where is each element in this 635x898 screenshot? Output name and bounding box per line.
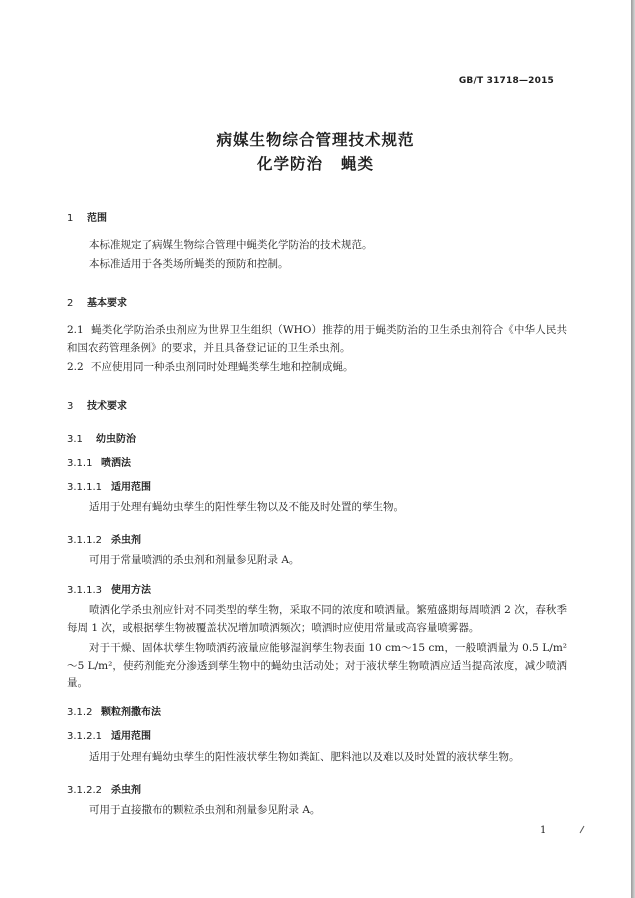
section-number: 2 [67, 298, 74, 309]
section-3-1-1-3-para-2: 对于干燥、固体状孳生物喷洒药液量应能够湿润孳生物表面 10 cm～15 cm，一般喷洒量为 0.5 L/m²～5 L/m²，使药剂能充分渗透到孳生物中的蝇幼虫活动处；对于液状孳生物喷洒应适当提高浓度，减少喷洒量。 [67, 642, 567, 689]
section-title: 适用范围 [111, 731, 151, 742]
section-3-1-1-2-text: 可用于常量喷洒的杀虫剂和剂量参见附录 A。 [89, 554, 300, 566]
section-number: 3.1 [67, 434, 83, 445]
standard-code: GB/T 31718—2015 [458, 76, 554, 86]
section-title: 幼虫防治 [96, 434, 136, 445]
clause-2-2 [67, 359, 567, 377]
section-1-para-2: 本标准适用于各类场所蝇类的预防和控制。 [89, 258, 289, 270]
page-edge-shadow [631, 0, 635, 898]
section-number: 3.1.1 [67, 458, 93, 469]
section-title: 喷洒法 [101, 458, 131, 469]
section-number: 3.1.2.1 [67, 731, 102, 742]
section-3-1-1-1-text: 适用于处理有蝇幼虫孳生的阳性孳生物以及不能及时处置的孳生物。 [89, 501, 404, 513]
clause-2-1 [67, 322, 567, 357]
section-2-heading [67, 294, 127, 309]
section-3-1-2-1-text: 适用于处理有蝇幼虫孳生的阳性液状孳生物如粪缸、肥料池以及难以及时处置的液状孳生物。 [89, 751, 520, 763]
section-number: 3.1.2 [67, 707, 93, 718]
section-title: 杀虫剂 [111, 535, 141, 546]
section-number: 3.1.1.2 [67, 535, 102, 546]
section-3-1-2-2-text: 可用于直接撒布的颗粒杀虫剂和剂量参见附录 A。 [89, 804, 321, 816]
clause-text: 不应使用同一种杀虫剂同时处理蝇类孳生地和控制成蝇。 [91, 361, 354, 373]
section-3-1-2-2-heading [67, 781, 141, 796]
section-3-1-1-3-para-1: 喷洒化学杀虫剂应针对不同类型的孳生物，采取不同的浓度和喷洒量。繁殖盛期每周喷洒 2 次，春秋季每周 1 次，或根据孳生物被覆盖状况增加喷洒频次；喷洒时应使用常量或高容量喷雾器。 [67, 604, 567, 634]
section-1-heading [67, 209, 107, 224]
document-title: 病媒生物综合管理技术规范 [216, 131, 415, 149]
section-1-para-1: 本标准规定了病媒生物综合管理中蝇类化学防治的技术规范。 [89, 239, 373, 251]
section-title: 范围 [87, 213, 107, 224]
page-number: 1 [540, 825, 547, 836]
section-3-1-2-heading [67, 703, 161, 718]
section-number: 3.1.1.3 [67, 585, 102, 596]
section-title: 基本要求 [87, 298, 127, 309]
section-3-heading [67, 397, 127, 412]
clause-number: 2.1 [67, 324, 84, 336]
section-number: 3.1.1.1 [67, 482, 102, 493]
section-3-1-1-1-heading [67, 478, 151, 493]
scan-mark [580, 826, 585, 833]
document-subtitle [0, 152, 631, 174]
section-title: 使用方法 [111, 585, 151, 596]
section-3-1-2-1-heading [67, 727, 151, 742]
section-number: 3.1.2.2 [67, 785, 102, 796]
section-3-1-1-2-heading [67, 531, 141, 546]
clause-number: 2.2 [67, 361, 84, 373]
section-title: 颗粒剂撒布法 [101, 707, 161, 718]
section-number: 1 [67, 213, 74, 224]
section-number: 3 [67, 401, 74, 412]
section-3-1-1-heading [67, 454, 131, 469]
section-title: 杀虫剂 [111, 785, 141, 796]
section-title: 技术要求 [87, 401, 127, 412]
subtitle-part-a: 化学防治 [256, 155, 323, 173]
section-title: 适用范围 [111, 482, 151, 493]
section-3-1-1-3-heading [67, 581, 151, 596]
clause-text: 蝇类化学防治杀虫剂应为世界卫生组织（WHO）推荐的用于蝇类防治的卫生杀虫剂符合《中华人民共和国农药管理条例》的要求，并且具备登记证的卫生杀虫剂。 [67, 324, 567, 354]
subtitle-part-b: 蝇类 [341, 155, 375, 173]
section-3-1-heading [67, 430, 136, 445]
